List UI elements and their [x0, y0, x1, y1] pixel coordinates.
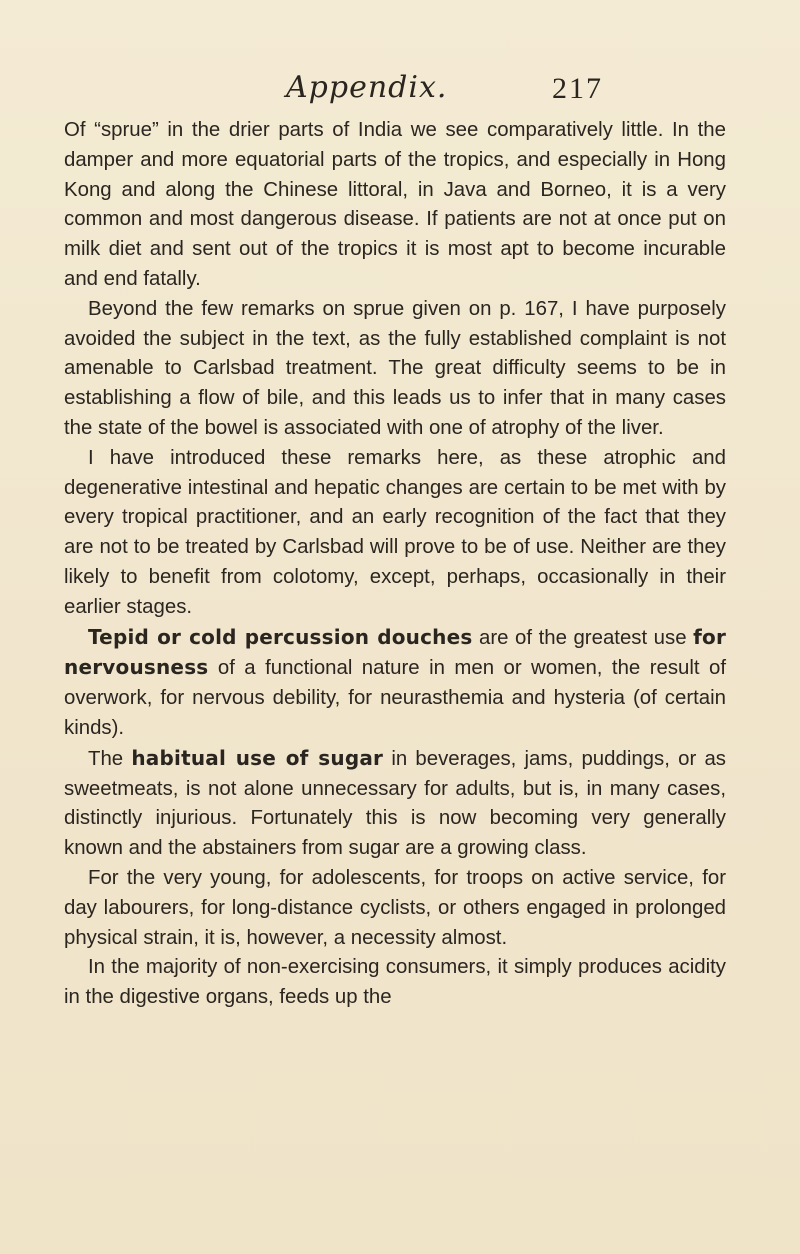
- paragraph-sugar: [64, 744, 726, 864]
- paragraph-carlsbad: Beyond the few remarks on sprue given on p. 167, I have purposely avoided the subject in the text, as the fully established complaint is not amenable to Carlsbad treatment. The great difficulty seems to be in establishing a flow of bile, and this leads us to infer that in many cases the state of the bowel is associated with one of atrophy of the liver.: [64, 297, 726, 439]
- running-head: Appendix.: [286, 70, 448, 105]
- paragraph-text: are of the greatest use: [472, 626, 694, 649]
- paragraph-text: in beverages, jams, puddings, or as sweetmeats, is not alone unnecessary for adults, but is, in many cases, distinctly injurious. Fortunately this is now becoming very generally known and the abstainers from sugar are a growing class.: [64, 747, 726, 860]
- paragraph-consumers: In the majority of non-exercising consumers, it simply produces acidity in the digestive organs, feeds up the: [64, 956, 726, 1009]
- paragraph-necessity: For the very young, for adolescents, for troops on active service, for day labourers, for long-distance cyclists, or others engaged in prolonged physical strain, it is, however, a necessity almost.: [64, 866, 726, 949]
- paragraph-text: The: [88, 747, 132, 770]
- page-header: [0, 70, 800, 110]
- page-number: 217: [552, 72, 603, 105]
- paragraph-atrophic-changes: I have introduced these remarks here, as these atrophic and degenerative intestinal and hepatic changes are certain to be met with by every tropical practitioner, and an early recognition of the fact that they are not to be treated by Carlsbad will prove to be of use. Neither are they likely to benefit from colotomy, except, perhaps, occasionally in their earlier stages.: [64, 446, 726, 618]
- body-text: [64, 116, 726, 1013]
- paragraph-sprue: Of “sprue” in the drier parts of India we see comparatively little. In the damper and more equatorial parts of the tropics, and especially in Hong Kong and along the Chinese littoral, in Java and Borneo, it is a very common and most dangerous disease. If patients are not at once put on milk diet and sent out of the tropics it is most apt to become incurable and end fatally.: [64, 119, 726, 290]
- paragraph-text: of a functional nature in men or women, the result of overwork, for nervous debility, for neurasthemia and hysteria (of certain kinds).: [64, 657, 726, 739]
- emphasis-douches: Tepid or cold percussion douches: [88, 624, 473, 649]
- emphasis-nervousness: for nervousness: [64, 624, 727, 680]
- paragraph-douches: [64, 623, 726, 744]
- emphasis-sugar: habitual use of sugar: [131, 745, 384, 770]
